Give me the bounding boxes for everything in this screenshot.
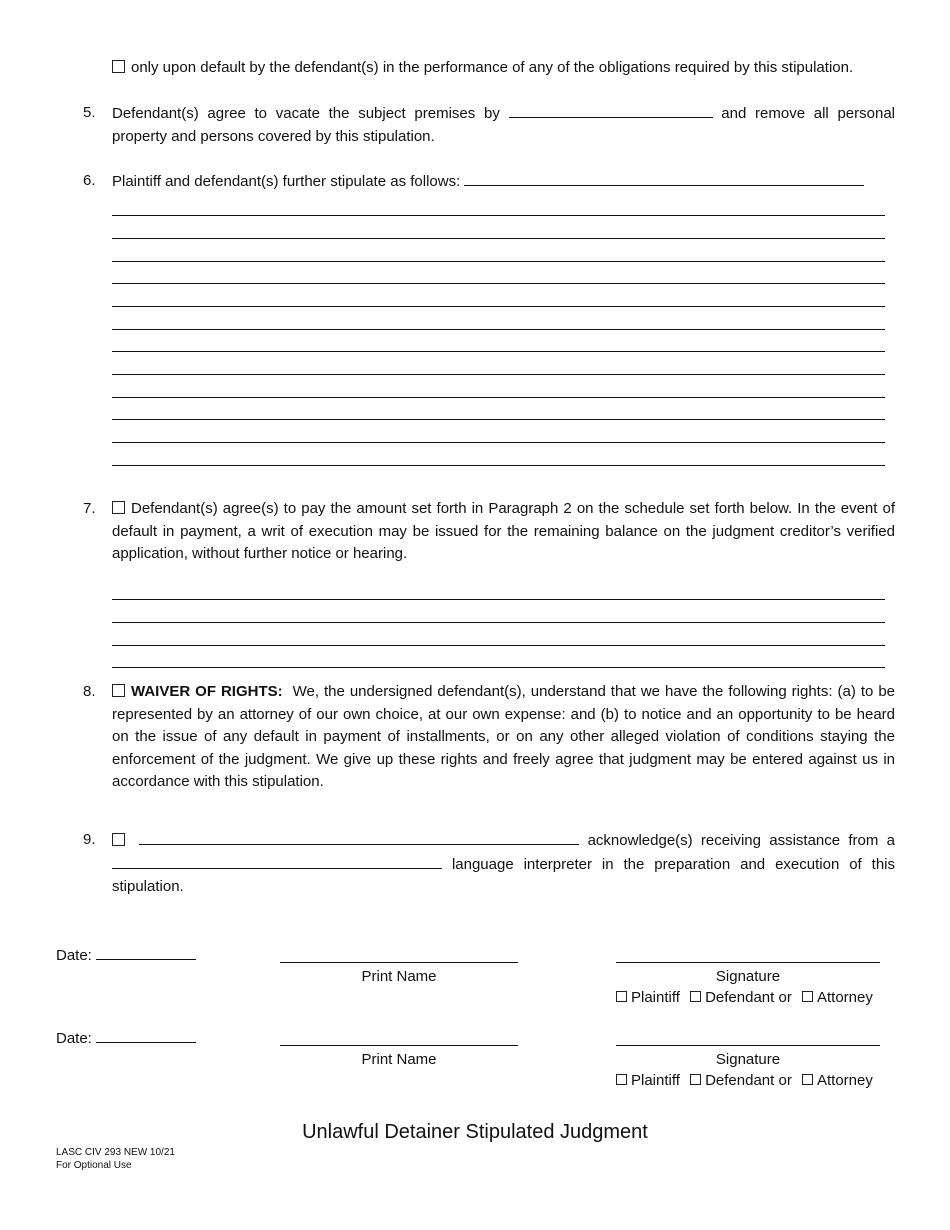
default-only-text: only upon default by the defendant(s) in the performance of any of the obligations required by this stipulation. <box>131 59 854 76</box>
item-6 <box>83 170 895 466</box>
schedule-line[interactable] <box>112 646 885 669</box>
date-field[interactable] <box>96 944 196 960</box>
date-entry <box>56 944 196 968</box>
signature-label: Signature <box>715 1051 781 1068</box>
interpreter-checkbox[interactable] <box>112 833 125 846</box>
waiver-text: We, the undersigned defendant(s), understand that we have the following rights: (a) to be represented by an attorney of our own choice, at our own expense: and (b) to notice and an opportunity to be heard on the issue of any default in payment of installments, or on any other alleged violation of conditions staying the enforcement of the judgment. We give up these rights and freely agree that judgment may be entered against us in accordance with this stipulation. <box>112 683 896 790</box>
role-plaintiff[interactable] <box>616 989 680 1006</box>
plaintiff-checkbox[interactable] <box>616 991 627 1002</box>
defendant-label: Defendant or <box>705 989 792 1006</box>
item-8 <box>83 681 895 794</box>
stipulation-line[interactable] <box>112 262 885 285</box>
usage-note: For Optional Use <box>56 1160 132 1171</box>
item-7-text: Defendant(s) agree(s) to pay the amount set forth in Paragraph 2 on the schedule set forth below. In the event of default in payment, a writ of execution may be issued for the remaining balance on the judgment creditor’s verified application, without further notice or hearing. <box>112 500 895 562</box>
item-9-number: 9. <box>83 831 96 848</box>
role-attorney[interactable] <box>802 989 873 1006</box>
stipulation-line[interactable] <box>112 420 885 443</box>
payment-schedule-checkbox[interactable] <box>112 501 125 514</box>
plaintiff-label: Plaintiff <box>631 1072 680 1089</box>
defendant-checkbox[interactable] <box>690 991 701 1002</box>
stipulation-line[interactable] <box>112 194 885 217</box>
item-5-text-after: and remove all personal property and persons covered by this stipulation. <box>112 105 896 145</box>
attorney-checkbox[interactable] <box>802 991 813 1002</box>
role-defendant[interactable] <box>690 989 792 1006</box>
item-9 <box>83 829 895 899</box>
print-name-label: Print Name <box>361 968 437 985</box>
date-field[interactable] <box>96 1027 196 1043</box>
stipulation-line[interactable] <box>112 398 885 421</box>
stipulation-line[interactable] <box>112 216 885 239</box>
stipulation-line[interactable] <box>112 284 885 307</box>
defendant-label: Defendant or <box>705 1072 792 1089</box>
stipulation-line[interactable] <box>112 239 885 262</box>
schedule-line[interactable] <box>112 600 885 623</box>
form-title: Unlawful Detainer Stipulated Judgment <box>302 1121 648 1143</box>
attorney-checkbox[interactable] <box>802 1074 813 1085</box>
role-attorney[interactable] <box>802 1072 873 1089</box>
date-entry <box>56 1027 196 1051</box>
stipulation-line[interactable] <box>112 352 885 375</box>
signature-label: Signature <box>715 968 781 985</box>
form-identifier <box>56 1146 175 1172</box>
stipulation-line[interactable] <box>112 330 885 353</box>
interpreter-language-field[interactable] <box>112 853 442 869</box>
vacate-date-field[interactable] <box>509 102 713 118</box>
schedule-line[interactable] <box>112 623 885 646</box>
attorney-label: Attorney <box>817 1072 873 1089</box>
signature-block <box>56 944 896 1014</box>
role-options <box>616 987 879 1010</box>
defendant-checkbox[interactable] <box>690 1074 701 1085</box>
item-6-number: 6. <box>83 172 96 189</box>
signature-field[interactable] <box>616 1045 880 1046</box>
item-5-text-before: Defendant(s) agree to vacate the subject premises by <box>112 105 500 122</box>
attorney-label: Attorney <box>817 989 873 1006</box>
date-label: Date: <box>56 1030 92 1047</box>
item-7 <box>83 498 895 668</box>
waiver-heading: WAIVER OF RIGHTS: <box>131 683 283 700</box>
stipulation-line[interactable] <box>112 375 885 398</box>
payment-schedule-lines[interactable] <box>112 578 895 669</box>
item-5-number: 5. <box>83 104 96 121</box>
item-continued <box>83 57 895 80</box>
item-8-number: 8. <box>83 683 96 700</box>
signature-field[interactable] <box>616 962 880 963</box>
form-number: LASC CIV 293 NEW 10/21 <box>56 1147 175 1158</box>
plaintiff-label: Plaintiff <box>631 989 680 1006</box>
item-9-text-a: acknowledge(s) receiving assistance from a <box>587 832 896 849</box>
stipulation-line[interactable] <box>112 307 885 330</box>
item-9-text-b: language interpreter in the preparation and execution of this stipulation. <box>112 855 895 895</box>
schedule-line[interactable] <box>112 578 885 601</box>
role-options <box>616 1070 879 1093</box>
stipulation-field-first-line[interactable] <box>464 170 864 186</box>
print-name-field[interactable] <box>280 962 518 963</box>
item-6-text: Plaintiff and defendant(s) further stipulate as follows: <box>112 173 461 190</box>
interpreter-party-field[interactable] <box>139 829 579 845</box>
print-name-field[interactable] <box>280 1045 518 1046</box>
signature-block <box>56 1027 896 1097</box>
role-defendant[interactable] <box>690 1072 792 1089</box>
print-name-label: Print Name <box>361 1051 437 1068</box>
plaintiff-checkbox[interactable] <box>616 1074 627 1085</box>
stipulation-line[interactable] <box>112 443 885 466</box>
waiver-checkbox[interactable] <box>112 684 125 697</box>
item-5 <box>83 102 895 148</box>
date-label: Date: <box>56 947 92 964</box>
stipulation-lines[interactable] <box>112 194 895 466</box>
default-only-checkbox[interactable] <box>112 60 125 73</box>
role-plaintiff[interactable] <box>616 1072 680 1089</box>
item-7-number: 7. <box>83 500 96 517</box>
